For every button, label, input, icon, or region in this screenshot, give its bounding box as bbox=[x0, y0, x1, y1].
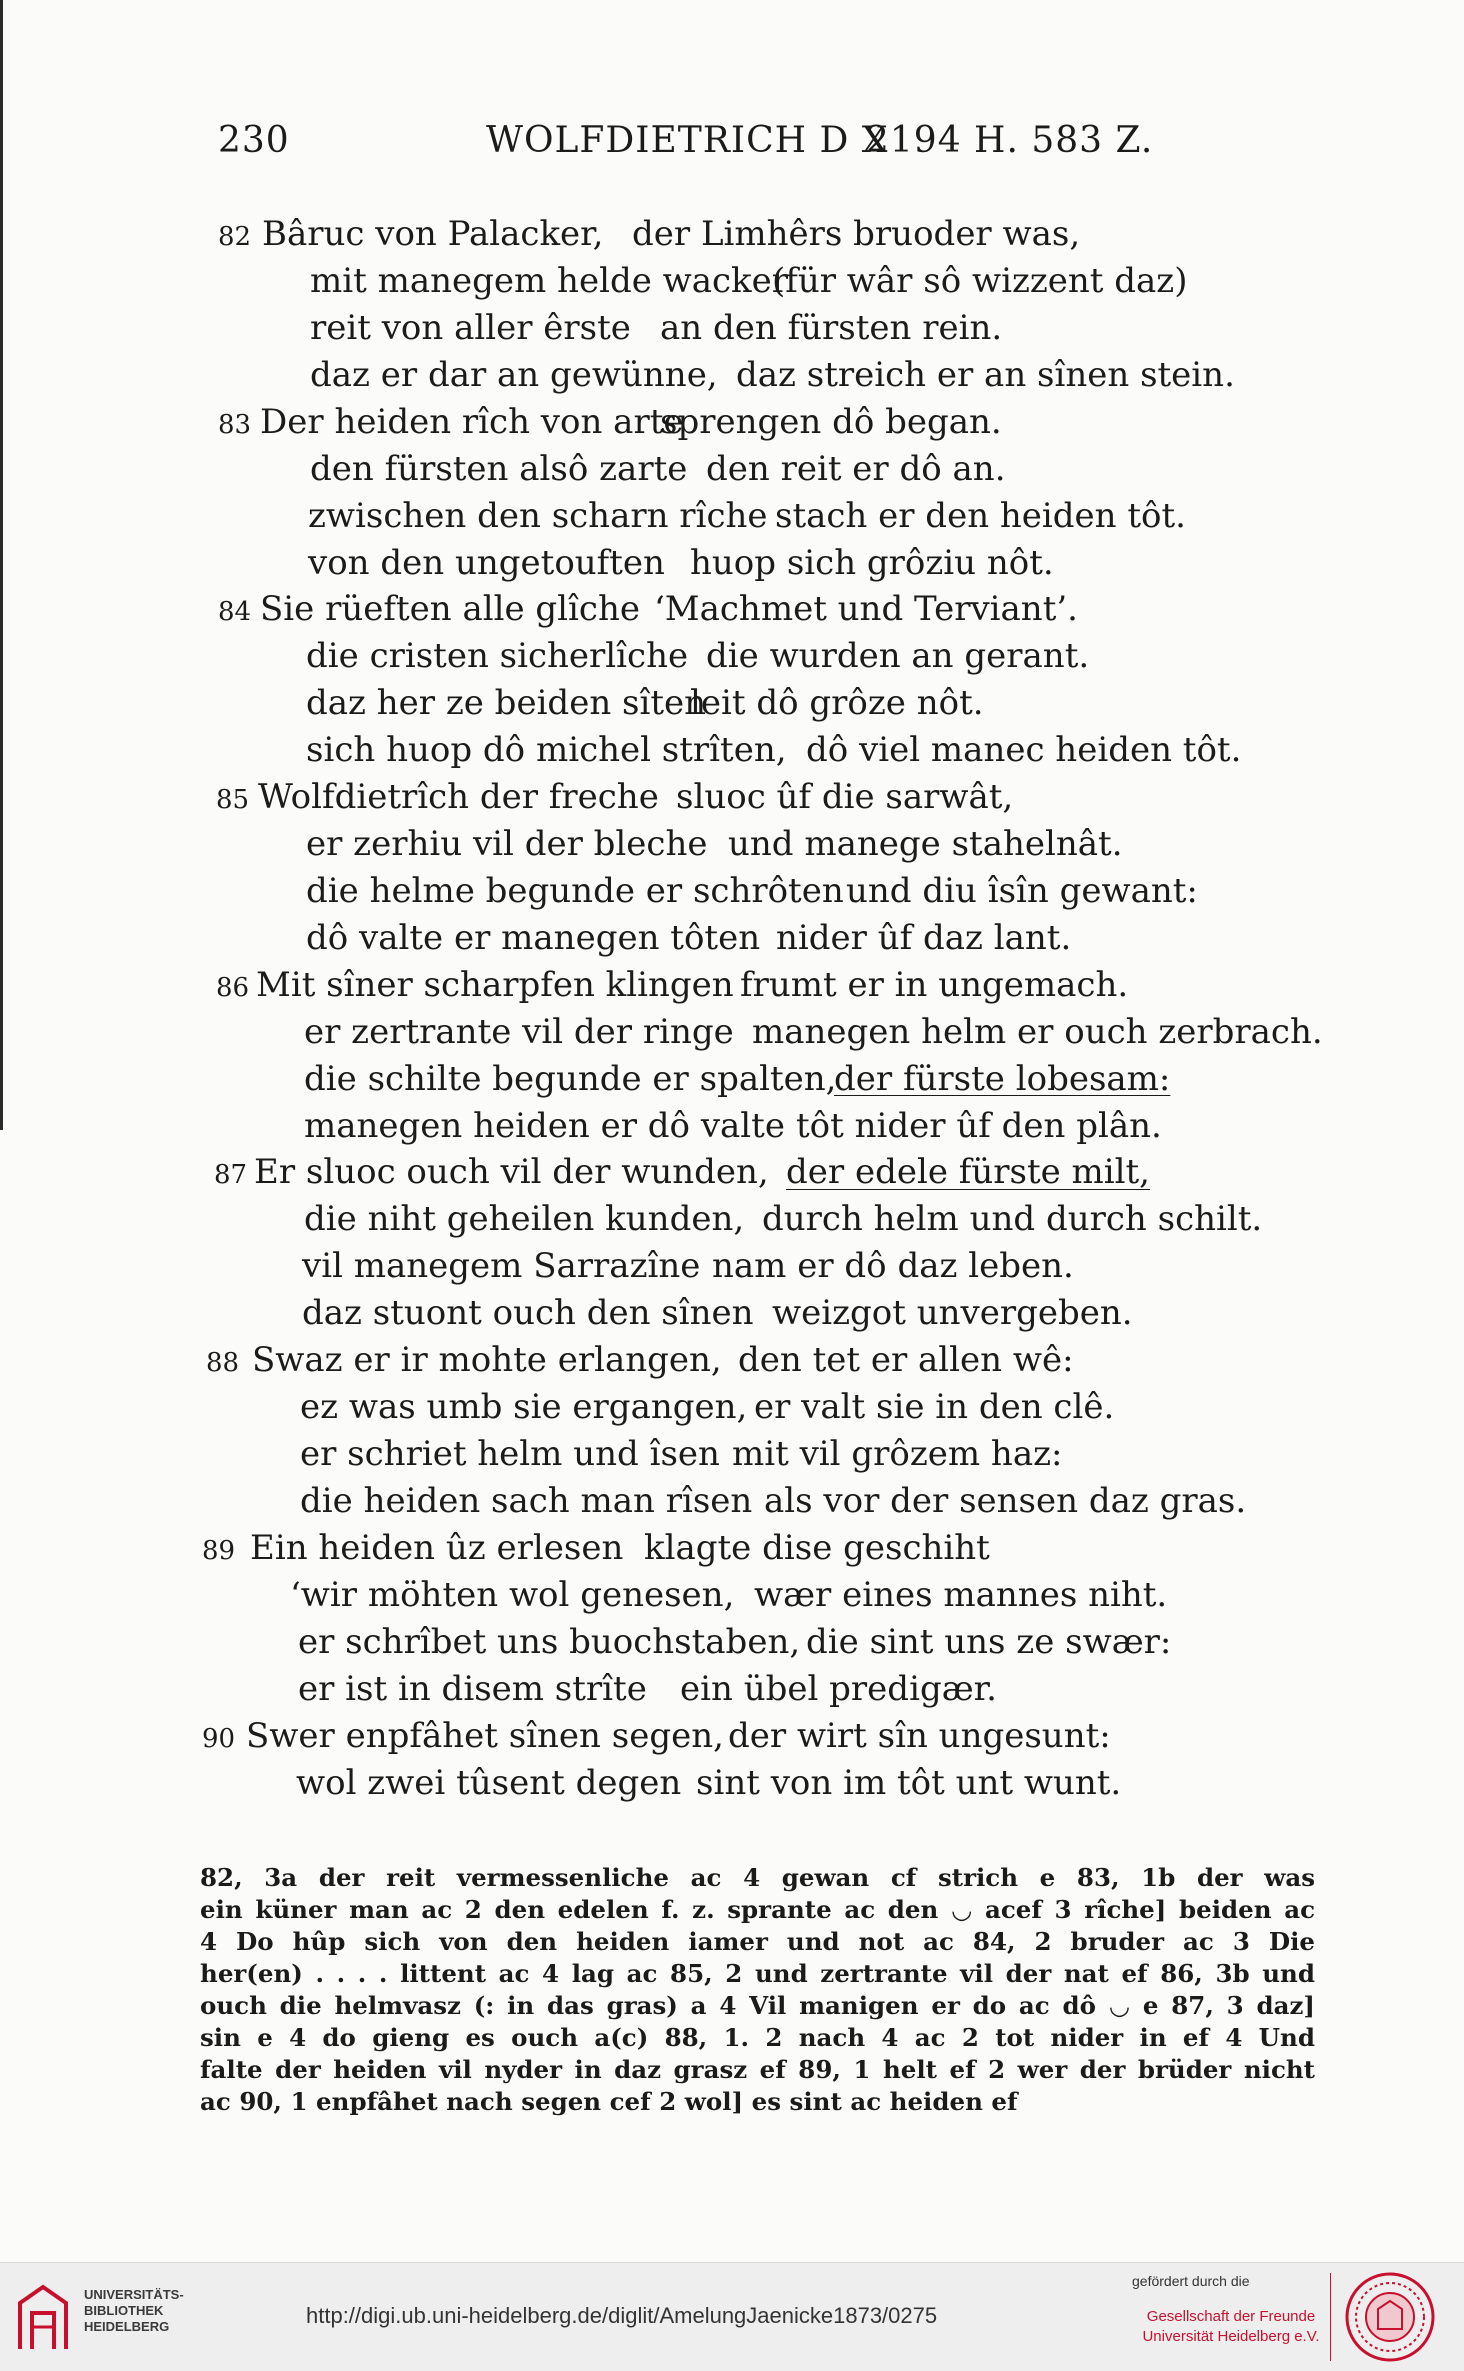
verse-first-half: daz er dar an gewünne, bbox=[310, 355, 718, 395]
verse-first-half: Er sluoc ouch vil der wunden, bbox=[254, 1152, 769, 1192]
verse-first-half: die helme begunde er schrôten bbox=[306, 871, 844, 911]
verse-first-half: Sie rüeften alle glîche bbox=[260, 589, 640, 629]
verse-first-half: reit von aller êrste bbox=[310, 308, 631, 348]
verse-second-half: huop sich grôziu nôt. bbox=[690, 543, 1054, 583]
verse-second-half: dô viel manec heiden tôt. bbox=[806, 730, 1242, 770]
critical-apparatus bbox=[200, 1862, 1315, 2118]
verse-first-half: er zerhiu vil der bleche bbox=[306, 824, 708, 864]
verse-first-half: die schilte begunde er spalten, bbox=[304, 1059, 837, 1099]
verse-first-half: mit manegem helde wacker bbox=[310, 261, 789, 301]
verse-second-half: klagte dise geschiht bbox=[644, 1528, 990, 1568]
verse-first-half: den fürsten alsô zarte bbox=[310, 449, 688, 489]
verse-first-half: Mit sîner scharpfen klingen bbox=[256, 965, 734, 1005]
verse-second-half: leit dô grôze nôt. bbox=[690, 683, 984, 723]
sponsor-name: Gesellschaft der Freunde Universität Heidelberg e.V. bbox=[1142, 2308, 1320, 2345]
running-title: WOLFDIETRICH D X bbox=[486, 120, 889, 161]
verse-second-half: der Limhêrs bruoder was, bbox=[632, 214, 1081, 254]
footnote-line: ouch die helmvasz (: in das gras) a 4 Vil manigen er do ac dô ◡ e 87, 3 daz] bbox=[200, 1991, 1315, 2020]
page-edge-line bbox=[0, 0, 3, 1130]
verse-second-half: durch helm und durch schilt. bbox=[762, 1199, 1263, 1239]
page-number: 230 bbox=[218, 120, 290, 161]
verse-first-half: die cristen sicherlîche bbox=[306, 636, 689, 676]
stanza-number: 88 bbox=[206, 1348, 240, 1378]
verse-first-half: manegen heiden er dô valte bbox=[304, 1106, 785, 1146]
library-name: UNIVERSITÄTS- BIBLIOTHEK HEIDELBERG bbox=[84, 2287, 184, 2334]
university-seal-icon bbox=[1344, 2271, 1436, 2363]
footnote-line: ac 90, 1 enpfâhet nach segen cef 2 wol] es sint ac heiden ef bbox=[200, 2087, 1018, 2116]
verse-second-half: nam er dô daz leben. bbox=[712, 1246, 1074, 1286]
verse-first-half: Bâruc von Palacker, bbox=[262, 214, 604, 254]
verse-first-half: Ein heiden ûz erlesen bbox=[250, 1528, 624, 1568]
verse-first-half: er schrîbet uns buochstaben, bbox=[298, 1622, 801, 1662]
footnote-line: her(en) . . . . littent ac 4 lag ac 85, 2 und zertrante vil der nat ef 86, 3b und bbox=[200, 1959, 1315, 1988]
verse-second-half: der edele fürste milt, bbox=[786, 1152, 1150, 1192]
stanza-number: 89 bbox=[202, 1536, 236, 1566]
verse-second-half: die wurden an gerant. bbox=[706, 636, 1090, 676]
verse-first-half: die heiden sach man rîsen bbox=[300, 1481, 753, 1521]
footnote-line: 4 Do hûp sich von den heiden iamer und not ac 84, 2 bruder ac 3 Die bbox=[200, 1927, 1315, 1956]
verse-second-half: und manege stahelnât. bbox=[728, 824, 1123, 864]
verse-second-half: an den fürsten rein. bbox=[660, 308, 1003, 348]
verse-second-half: wær eines mannes niht. bbox=[754, 1575, 1168, 1615]
stanza-number: 83 bbox=[218, 410, 252, 440]
verse-second-half: der wirt sîn ungesunt: bbox=[728, 1716, 1111, 1756]
footnote-line: falte der heiden vil nyder in daz grasz ef 89, 1 helt ef 2 wer der brüder nicht bbox=[200, 2055, 1315, 2084]
verse-first-half: daz her ze beiden sîten bbox=[306, 683, 707, 723]
verse-first-half: ‘wir möhten wol genesen, bbox=[290, 1575, 735, 1615]
sponsor-divider bbox=[1330, 2273, 1331, 2361]
verse-first-half: er ist in disem strîte bbox=[298, 1669, 647, 1709]
verse-second-half: (für wâr sô wizzent daz) bbox=[772, 261, 1188, 301]
stanza-number: 84 bbox=[218, 597, 252, 627]
verse-second-half: als vor der sensen daz gras. bbox=[764, 1481, 1247, 1521]
verse-first-half: daz stuont ouch den sînen bbox=[302, 1293, 754, 1333]
verse-first-half: die niht geheilen kunden, bbox=[304, 1199, 745, 1239]
verse-first-half: zwischen den scharn rîche bbox=[308, 496, 768, 536]
verse-first-half: wol zwei tûsent degen bbox=[296, 1763, 682, 1803]
stanza-number: 82 bbox=[218, 222, 252, 252]
sponsor-label: gefördert durch die bbox=[1132, 2273, 1250, 2289]
footnote-line: sin e 4 do gieng es ouch a(c) 88, 1. 2 nach 4 ac 2 tot nider in ef 4 Und bbox=[200, 2023, 1315, 2052]
verse-second-half: ‘Machmet und Terviant’. bbox=[654, 589, 1078, 629]
verse-first-half: Swer enpfâhet sînen segen, bbox=[246, 1716, 724, 1756]
verse-second-half: den tet er allen wê: bbox=[738, 1340, 1074, 1380]
verse-second-half: die sint uns ze swær: bbox=[806, 1622, 1172, 1662]
verse-second-half: mit vil grôzem haz: bbox=[732, 1434, 1063, 1474]
stanza-number: 87 bbox=[214, 1160, 248, 1190]
verse-second-half: er valt sie in den clê. bbox=[754, 1387, 1115, 1427]
verse-first-half: vil manegem Sarrazîne bbox=[302, 1246, 701, 1286]
stanza-number: 90 bbox=[202, 1724, 236, 1754]
digitization-footer bbox=[0, 2262, 1464, 2371]
verse-second-half: stach er den heiden tôt. bbox=[775, 496, 1186, 536]
verse-first-half: ez was umb sie ergangen, bbox=[300, 1387, 748, 1427]
university-library-logo-icon bbox=[14, 2283, 72, 2353]
verse-second-half: sluoc ûf die sarwât, bbox=[676, 777, 1014, 817]
verse-second-half: der fürste lobesam: bbox=[834, 1059, 1171, 1099]
verse-second-half: manegen helm er ouch zerbrach. bbox=[752, 1012, 1323, 1052]
verse-first-half: sich huop dô michel strîten, bbox=[306, 730, 787, 770]
verse-first-half: dô valte er manegen tôten bbox=[306, 918, 761, 958]
verse-first-half: er zertrante vil der ringe bbox=[304, 1012, 734, 1052]
verse-second-half: frumt er in ungemach. bbox=[740, 965, 1129, 1005]
verse-second-half: sprengen dô began. bbox=[660, 402, 1002, 442]
stanza-number: 86 bbox=[216, 973, 250, 1003]
page-header bbox=[218, 120, 1154, 170]
footnote-line: 82, 3a der reit vermessenliche ac 4 gewan cf strich e 83, 1b der was bbox=[200, 1863, 1315, 1892]
verse-first-half: er schriet helm und îsen bbox=[300, 1434, 720, 1474]
header-reference: 2194 H. 583 Z. bbox=[866, 120, 1154, 161]
verse-second-half: sint von im tôt unt wunt. bbox=[696, 1763, 1122, 1803]
verse-second-half: weizgot unvergeben. bbox=[772, 1293, 1133, 1333]
stanza-number: 85 bbox=[216, 785, 250, 815]
verse-first-half: Wolfdietrîch der freche bbox=[258, 777, 659, 817]
verse-second-half: den reit er dô an. bbox=[706, 449, 1006, 489]
verse-second-half: und diu îsîn gewant: bbox=[846, 871, 1198, 911]
verse-first-half: von den ungetouften bbox=[308, 543, 665, 583]
permalink-url[interactable]: http://digi.ub.uni-heidelberg.de/diglit/AmelungJaenicke1873/0275 bbox=[306, 2303, 938, 2328]
footnote-line: ein küner man ac 2 den edelen f. z. sprante ac den ◡ acef 3 rîche] beiden ac bbox=[200, 1895, 1315, 1924]
verse-second-half: daz streich er an sînen stein. bbox=[736, 355, 1235, 395]
verse-second-half: nider ûf daz lant. bbox=[776, 918, 1072, 958]
verse-first-half: Der heiden rîch von arte bbox=[260, 402, 684, 442]
verse-second-half: ein übel predigær. bbox=[680, 1669, 997, 1709]
verse-first-half: Swaz er ir mohte erlangen, bbox=[252, 1340, 722, 1380]
verse-second-half: tôt nider ûf den plân. bbox=[796, 1106, 1162, 1146]
